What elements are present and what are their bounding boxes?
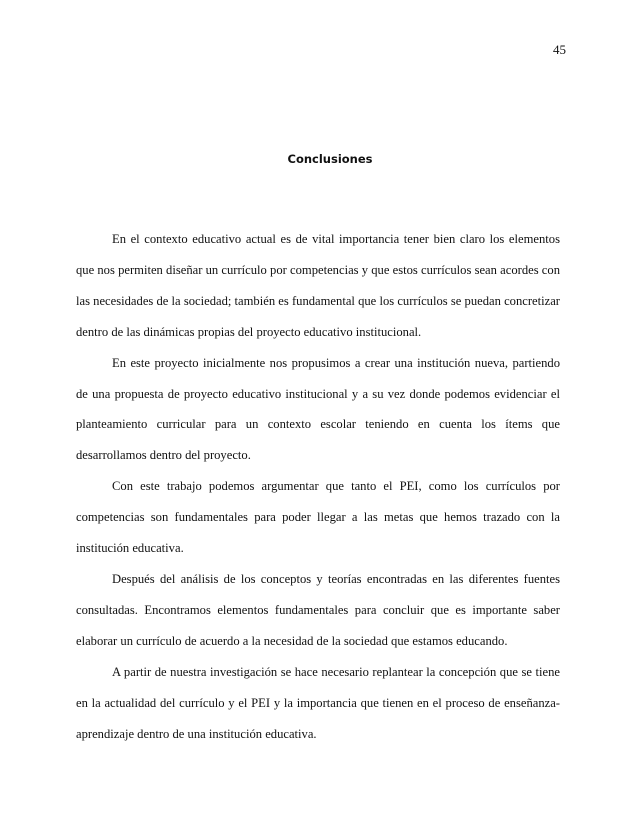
paragraph-3: Con este trabajo podemos argumentar que tanto el PEI, como los currículos por competencias son fundamentales para poder llegar a las metas que hemos trazado con la institución educativa. <box>76 479 560 556</box>
paragraph-1: En el contexto educativo actual es de vital importancia tener bien claro los elementos que nos permiten diseñar un currículo por competencias y que estos currículos sean acordes con las necesidades de la sociedad; también es fundamental que los currículos se puedan concretizar dentro de las dinámicas propias del proyecto educativo institucional. <box>76 232 560 339</box>
page-title: Conclusiones <box>287 152 373 166</box>
paragraph-4: Después del análisis de los conceptos y teorías encontradas en las diferentes fuentes consultadas. Encontramos elementos fundamentales para concluir que es importante saber elaborar un currículo de acuerdo a la necesidad de la sociedad que estamos educando. <box>76 571 560 648</box>
body-text <box>76 224 560 749</box>
paragraph-5: A partir de nuestra investigación se hace necesario replantear la concepción que se tiene en la actualidad del currículo y el PEI y la importancia que tienen en el proceso de enseñanza-aprendizaje dentro de una institución educativa. <box>76 664 560 741</box>
paragraph-2: En este proyecto inicialmente nos propusimos a crear una institución nueva, partiendo de una propuesta de proyecto educativo institucional y a su vez donde podemos evidenciar el planteamiento curricular para un contexto escolar teniendo en cuenta los ítems que desarrollamos dentro del proyecto. <box>76 355 560 463</box>
page-number: 45 <box>553 42 566 57</box>
